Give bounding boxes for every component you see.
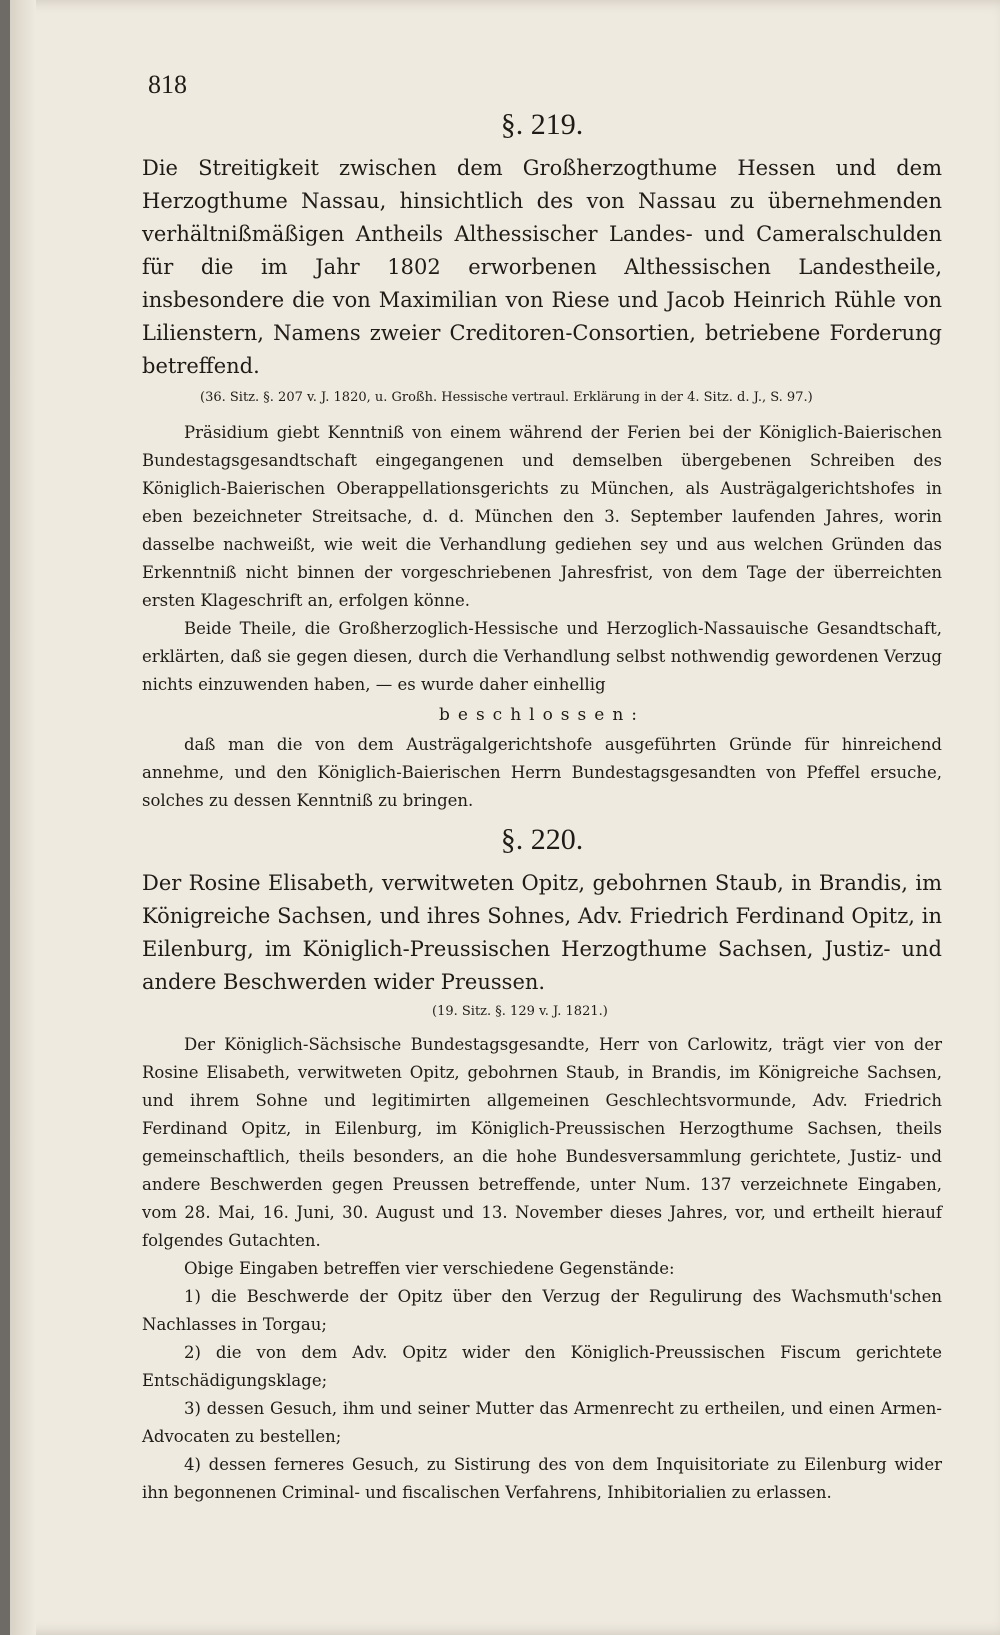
section-title: Die Streitigkeit zwischen dem Großherzogthume Hessen und dem Herzogthume Nassau, hinsichtlich des von Nassau zu übernehmenden verhältnißmäßigen Antheils Althessischer Landes- und Cameralschulden für die im Jahr 1802 erworbenen Althessischen Landestheile, insbesondere die von Maximilian von Riese und Jacob Heinrich Rühle von Lilienstern, Namens zweier Creditoren-Consortien, betriebene Forderung betreffend. <box>142 156 942 378</box>
section-title: Der Rosine Elisabeth, verwitweten Opitz, gebohrnen Staub, in Brandis, im Königreiche Sachsen, und ihres Sohnes, Adv. Friedrich Ferdinand Opitz, in Eilenburg, im Königlich-Preussischen Herzogthume Sachsen, Justiz- und andere Beschwerden wider Preussen. <box>142 871 942 994</box>
section-reference: (36. Sitz. §. 207 v. J. 1820, u. Großh. Hessische vertraul. Erklärung in der 4. Sitz. d. J., S. 97.) <box>200 390 813 405</box>
section-heading: §. 219. <box>500 108 584 141</box>
section-220 <box>142 823 942 1507</box>
paragraph: Der Königlich-Sächsische Bundestagsgesandte, Herr von Carlowitz, trägt vier von der Rosine Elisabeth, verwitweten Opitz, gebohrnen Staub, in Brandis, im Königreiche Sachsen, und ihrem Sohne und legitimirten allgemeinen Geschlechtsvormunde, Adv. Friedrich Ferdinand Opitz, in Eilenburg, im Königlich-Preussischen Herzogthume Sachsen, theils gemeinschaftlich, theils besonders, an die hohe Bundesversammlung gerichtete, Justiz- und andere Beschwerden gegen Preussen betreffende, unter Num. 137 verzeichnete Eingaben, vom 28. Mai, 16. Juni, 30. August und 13. November dieses Jahres, vor, und ertheilt hierauf folgendes Gutachten. <box>142 1035 942 1250</box>
section-heading: §. 220. <box>500 823 584 856</box>
paragraph: Obige Eingaben betreffen vier verschiedene Gegenstände: <box>184 1259 675 1278</box>
decree-text: daß man die von dem Austrägalgerichtshofe ausgeführten Gründe für hinreichend annehme, und den Königlich-Baierischen Herrn Bundestagsgesandten von Pfeffel ersuche, solches zu dessen Kenntniß zu bringen. <box>142 735 942 810</box>
document-page <box>10 0 1000 1635</box>
page-gutter <box>10 0 36 1635</box>
section-219 <box>142 108 942 815</box>
page-content <box>142 70 942 1507</box>
page-number: 818 <box>148 70 187 99</box>
section-reference: (19. Sitz. §. 129 v. J. 1821.) <box>432 1004 608 1019</box>
list-item: 4) dessen ferneres Gesuch, zu Sistirung des von dem Inquisitoriate zu Eilenburg wider ihn begonnenen Criminal- und fiscalischen Verfahrens, Inhibitorialien zu erlassen. <box>142 1455 942 1502</box>
paragraph: Präsidium giebt Kenntniß von einem während der Ferien bei der Königlich-Baierischen Bundestagsgesandtschaft eingegangenen und demselben übergebenen Schreiben des Königlich-Baierischen Oberappellationsgerichts zu München, als Austrägalgerichtshofes in eben bezeichneter Streitsache, d. d. München den 3. September laufenden Jahres, worin dasselbe nachweißt, wie weit die Verhandlung gediehen sey und aus welchen Gründen das Erkenntniß nicht binnen der vorgeschriebenen Jahresfrist, von dem Tage der überreichten ersten Klageschrift an, erfolgen könne. <box>142 423 942 610</box>
decree-word: beschlossen: <box>439 705 645 725</box>
paragraph: Beide Theile, die Großherzoglich-Hessische und Herzoglich-Nassauische Gesandtschaft, erklärten, daß sie gegen diesen, durch die Verhandlung selbst nothwendig gewordenen Verzug nichts einzuwenden haben, — es wurde daher einhellig <box>142 619 942 694</box>
list-item: 1) die Beschwerde der Opitz über den Verzug der Regulirung des Wachsmuth'schen Nachlasses in Torgau; <box>142 1287 942 1334</box>
list-item: 3) dessen Gesuch, ihm und seiner Mutter das Armenrecht zu ertheilen, und einen Armen-Advocaten zu bestellen; <box>142 1399 942 1446</box>
list-item: 2) die von dem Adv. Opitz wider den Königlich-Preussischen Fiscum gerichtete Entschädigungsklage; <box>142 1343 942 1390</box>
